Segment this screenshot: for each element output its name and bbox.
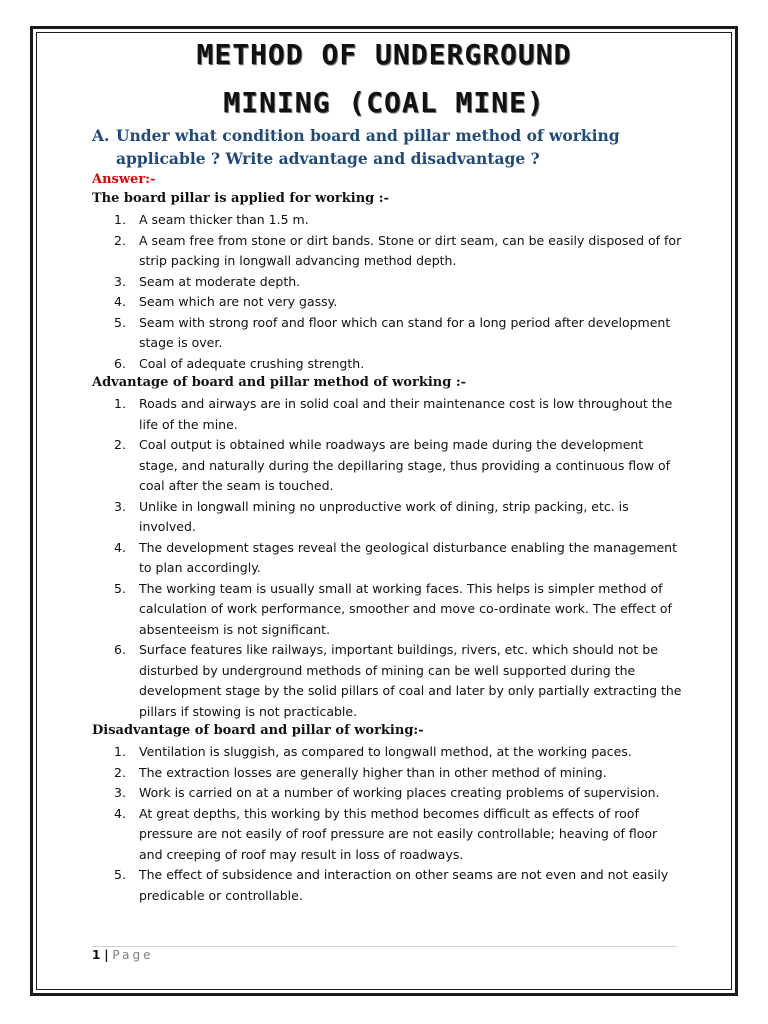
page-label: Page xyxy=(112,948,154,962)
list-item: 3. Work is carried on at a number of working places creating problems of supervision. xyxy=(114,785,660,800)
list-item: 6. Surface features like railways, important buildings, rivers, etc. which should not be disturbed by underground methods of mining can be well supported during the development stage by the solid pillars of coal and later by only partially extracting the pillars if stowing is not practicable. xyxy=(114,642,682,719)
page-footer xyxy=(92,948,153,962)
list-item: 3. Seam at moderate depth. xyxy=(114,273,301,289)
list-item: 1. Roads and airways are in solid coal and their maintenance cost is low throughout the life of the mine. xyxy=(114,396,673,432)
advantages-list xyxy=(92,394,682,722)
list-item: 1. Ventilation is sluggish, as compared to longwall method, at the working paces. xyxy=(114,744,632,759)
list-item: 4. Seam which are not very gassy. xyxy=(114,294,338,309)
section-heading-conditions: The board pillar is applied for working :- xyxy=(92,191,389,206)
list-item: 3. Unlike in longwall mining no unproductive work of dining, strip packing, etc. is involved. xyxy=(114,498,629,534)
list-item: 6. Coal of adequate crushing strength. xyxy=(114,355,365,371)
list-item: 5. The working team is usually small at working faces. This helps is simpler method of calculation of work performance, smoother and move co-ordinate work. The effect of absenteeism is not significant. xyxy=(114,580,672,637)
disadvantages-list xyxy=(92,742,682,906)
page-number: 1 xyxy=(92,948,101,962)
question-letter: A. xyxy=(92,126,110,145)
conditions-list xyxy=(92,210,682,374)
footer-divider xyxy=(92,946,677,947)
list-item: 2. The extraction losses are generally higher than in other method of mining. xyxy=(114,764,607,780)
answer-label: Answer:- xyxy=(92,172,156,187)
list-item: 4. The development stages reveal the geological disturbance enabling the management to plan accordingly. xyxy=(114,539,677,575)
list-item: 4. At great depths, this working by this method becomes difficult as effects of roof pressure are not easily of roof pressure are not easily controllable; heaving of floor and creeping of roof may result in loss of roadways. xyxy=(114,805,658,862)
title-line-2: MINING (COAL MINE) xyxy=(223,86,545,119)
section-heading-advantages: Advantage of board and pillar method of working :- xyxy=(92,375,467,390)
list-item: 5. Seam with strong roof and floor which can stand for a long period after development stage is over. xyxy=(114,314,671,350)
list-item: 5. The effect of subsidence and interaction on other seams are not even and not easily predicable or controllable. xyxy=(114,867,669,903)
footer-separator: | xyxy=(104,948,109,962)
list-item: 1. A seam thicker than 1.5 m. xyxy=(114,212,309,227)
question-text: Under what condition board and pillar method of working applicable ? Write advantage and disadvantage ? xyxy=(116,126,620,168)
question xyxy=(92,124,676,170)
list-item: 2. Coal output is obtained while roadways are being made during the development stage, and naturally during the depillaring stage, thus providing a continuous flow of coal after the seam is touched. xyxy=(114,437,671,493)
list-item: 2. A seam free from stone or dirt bands. Stone or dirt seam, can be easily disposed of for strip packing in longwall advancing method depth. xyxy=(114,232,682,268)
section-heading-disadvantages: Disadvantage of board and pillar of working:- xyxy=(92,723,424,738)
title-line-1: METHOD OF UNDERGROUND xyxy=(196,38,572,71)
